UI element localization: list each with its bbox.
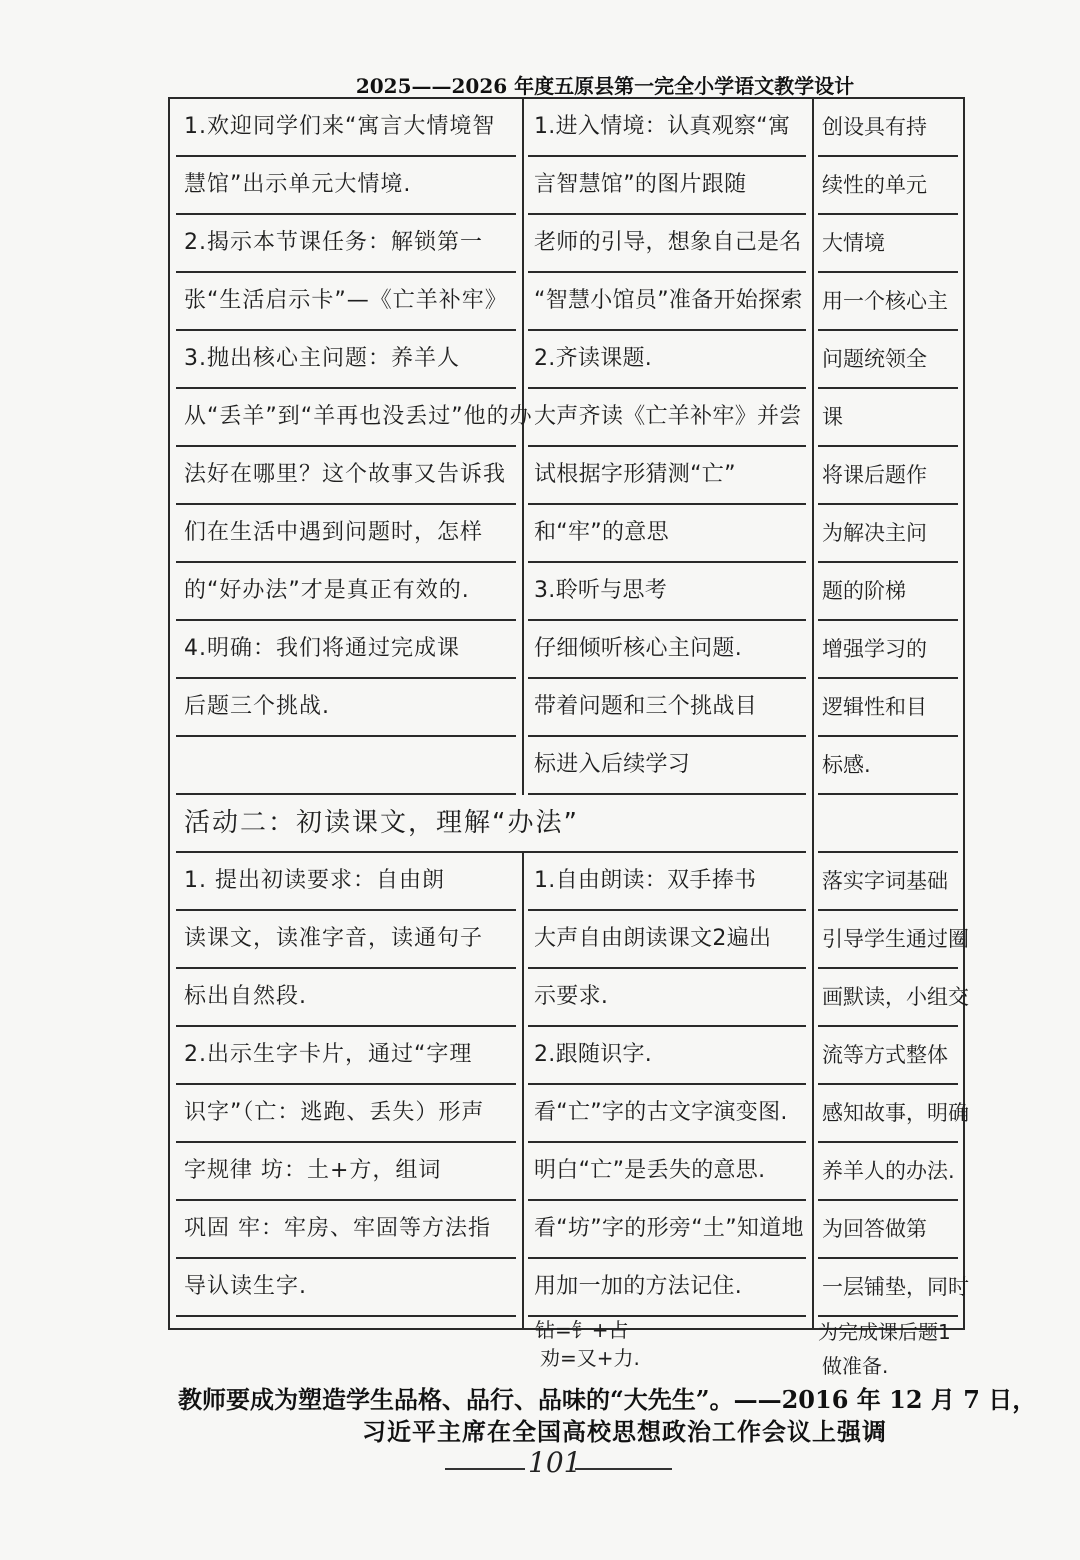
- table-row: [170, 273, 963, 331]
- teacher-activity-cell: 慧馆”出示单元大情境.: [176, 157, 516, 215]
- student-activity-cell: 2.跟随识字.: [528, 1027, 806, 1085]
- table-row: [170, 99, 963, 157]
- overflow-note-col3: 做准备.: [822, 1354, 889, 1378]
- design-intent-cell: 续性的单元: [818, 157, 958, 215]
- design-intent-cell: 用一个核心主: [818, 273, 958, 331]
- table-row: [170, 1085, 969, 1143]
- footer-quote-line-1: 教师要成为塑造学生品格、品行、品味的“大先生”。——2016 年 12 月 7 日，: [178, 1385, 1037, 1414]
- student-activity-cell: “智慧小馆员”准备开始探索: [528, 273, 806, 331]
- design-intent-cell: 为回答做第: [818, 1201, 958, 1259]
- teacher-activity-cell: 后题三个挑战.: [176, 679, 516, 737]
- lesson-design-table: [168, 97, 969, 1330]
- table-row: [170, 215, 963, 273]
- overflow-note-col2: 劝=又+力.: [540, 1346, 640, 1370]
- design-intent-cell: 标感.: [818, 737, 958, 795]
- student-activity-cell: 2.齐读课题.: [528, 331, 806, 389]
- overflow-note-col2: 钻=钅+占: [535, 1318, 629, 1342]
- teacher-activity-cell: 1. 提出初读要求：自由朗: [176, 853, 516, 911]
- table-row: [170, 1143, 963, 1201]
- design-intent-cell: 养羊人的办法.: [818, 1143, 958, 1201]
- teacher-activity-cell: 从“丢羊”到“羊再也没丢过”他的办: [176, 389, 516, 447]
- teacher-activity-cell: 张“生活启示卡”—《亡羊补牢》: [176, 273, 516, 331]
- design-intent-cell: 流等方式整体: [818, 1027, 958, 1085]
- table-row: [170, 447, 963, 505]
- student-activity-cell: 3.聆听与思考: [528, 563, 806, 621]
- teacher-activity-cell: 法好在哪里？这个故事又告诉我: [176, 447, 516, 505]
- student-activity-cell: 1.自由朗读：双手捧书: [528, 853, 806, 911]
- design-intent-cell-empty: [818, 795, 958, 853]
- teacher-activity-cell: 识字”（亡：逃跑、丢失）形声: [176, 1085, 516, 1143]
- page-number-rule-left: [445, 1468, 525, 1470]
- design-intent-cell: 逻辑性和目: [818, 679, 958, 737]
- teacher-activity-cell: 2.揭示本节课任务：解锁第一: [176, 215, 516, 273]
- table-row: [170, 331, 963, 389]
- student-activity-cell: 试根据字形猜测“亡”: [528, 447, 806, 505]
- student-activity-cell: 明白“亡”是丢失的意思.: [528, 1143, 806, 1201]
- table-row: [170, 563, 963, 621]
- student-activity-cell: 用加一加的方法记住.: [528, 1259, 806, 1317]
- student-activity-cell: 示要求.: [528, 969, 806, 1027]
- table-row: [170, 505, 963, 563]
- student-activity-cell: 标进入后续学习: [528, 737, 806, 795]
- student-activity-cell: 1.进入情境：认真观察“寓: [528, 99, 806, 157]
- table-row: [170, 1259, 969, 1317]
- design-intent-cell: 为解决主问: [818, 505, 958, 563]
- student-activity-cell: 言智慧馆”的图片跟随: [528, 157, 806, 215]
- table-row: [170, 157, 963, 215]
- design-intent-cell: 课: [818, 389, 958, 447]
- table-row: [170, 389, 963, 447]
- student-activity-cell: 看“坊”字的形旁“土”知道地: [528, 1201, 806, 1259]
- teacher-activity-cell: 1.欢迎同学们来“寓言大情境智: [176, 99, 516, 157]
- table-row: [170, 679, 963, 737]
- student-activity-cell: 老师的引导，想象自己是名: [528, 215, 806, 273]
- teacher-activity-cell: 4.明确：我们将通过完成课: [176, 621, 516, 679]
- student-activity-cell: 看“亡”字的古文字演变图.: [528, 1085, 806, 1143]
- design-intent-cell: 画默读，小组交: [818, 969, 958, 1027]
- table-row: [170, 737, 963, 795]
- design-intent-cell: 一层铺垫，同时: [818, 1259, 958, 1317]
- table-row-activity-heading: [170, 795, 963, 853]
- footer-quote-line-2: 习近平主席在全国高校思想政治工作会议上强调: [362, 1417, 887, 1446]
- table-row: [170, 1201, 963, 1259]
- design-intent-cell: 将课后题作: [818, 447, 958, 505]
- table-row: [170, 1027, 963, 1085]
- teacher-activity-cell: 的“好办法”才是真正有效的.: [176, 563, 516, 621]
- overflow-note-col3: 为完成课后题1: [818, 1320, 951, 1344]
- page-number-rule-right: [575, 1468, 672, 1470]
- teacher-activity-cell: 读课文，读准字音，读通句子: [176, 911, 516, 969]
- teacher-activity-cell: 字规律 坊：土+方，组词: [176, 1143, 516, 1201]
- teacher-activity-cell: 们在生活中遇到问题时，怎样: [176, 505, 516, 563]
- teacher-activity-cell: 标出自然段.: [176, 969, 516, 1027]
- student-activity-cell: 带着问题和三个挑战目: [528, 679, 806, 737]
- design-intent-cell: 感知故事，明确: [818, 1085, 958, 1143]
- teacher-activity-cell: 2.出示生字卡片，通过“字理: [176, 1027, 516, 1085]
- page-number: 101: [528, 1446, 582, 1479]
- design-intent-cell: 增强学习的: [818, 621, 958, 679]
- teacher-activity-cell: 巩固 牢：牢房、牢固等方法指: [176, 1201, 516, 1259]
- table-row: [170, 853, 963, 911]
- student-activity-cell: 仔细倾听核心主问题.: [528, 621, 806, 679]
- design-intent-cell: 大情境: [818, 215, 958, 273]
- teacher-activity-cell: 3.抛出核心主问题：养羊人: [176, 331, 516, 389]
- teacher-activity-cell: [176, 737, 516, 795]
- design-intent-cell: 创设具有持: [818, 99, 958, 157]
- design-intent-cell: 引导学生通过圈: [818, 911, 958, 969]
- design-intent-cell: 落实字词基础: [818, 853, 958, 911]
- student-activity-cell: 大声自由朗读课文2遍出: [528, 911, 806, 969]
- design-intent-cell: 题的阶梯: [818, 563, 958, 621]
- table-row: [170, 911, 969, 969]
- teacher-activity-cell: 导认读生字.: [176, 1259, 516, 1317]
- student-activity-cell: 和“牢”的意思: [528, 505, 806, 563]
- table-row: [170, 969, 969, 1027]
- table-row: [170, 621, 963, 679]
- design-intent-cell: 问题统领全: [818, 331, 958, 389]
- activity-heading: 活动二：初读课文，理解“办法”: [176, 795, 806, 853]
- page-header-title: 2025——2026 年度五原县第一完全小学语文教学设计: [355, 74, 855, 98]
- student-activity-cell: 大声齐读《亡羊补牢》并尝: [528, 389, 806, 447]
